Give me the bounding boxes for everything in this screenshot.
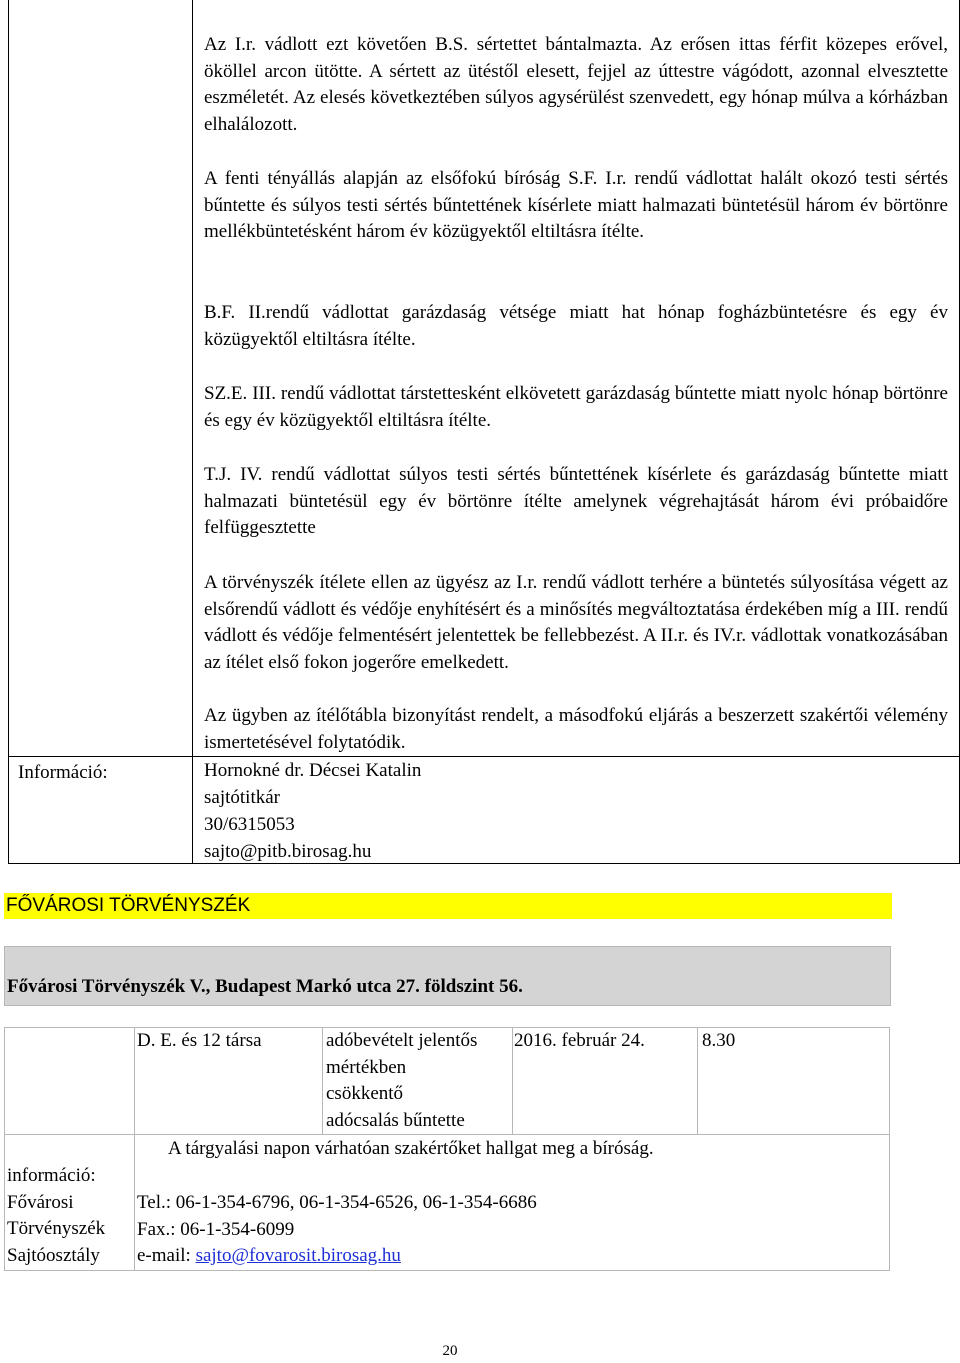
- court-banner: [4, 893, 892, 919]
- table2-col-date: [512, 1027, 513, 1135]
- contact-title: sajtótitkár: [204, 787, 280, 808]
- table2-col-time: [697, 1027, 698, 1135]
- table2-left: [4, 1027, 5, 1271]
- table2-bottom: [4, 1270, 890, 1271]
- ruling-paragraph-5: T.J. IV. rendű vádlottat súlyos testi sértés bűntettének kísérlete és garázdaság bűntette miatt halmazati büntetésül egy év börtönre ítélte amelynek végrehajtását három évi próbaidőre felfüggesztette: [204, 464, 948, 538]
- contact-name: Hornokné dr. Décsei Katalin: [204, 760, 422, 781]
- hearing-note: A tárgyalási napon várhatóan szakértőket hallgat meg a bíróság.: [168, 1138, 654, 1159]
- ruling-paragraph-3: B.F. II.rendű vádlottat garázdaság vétsége miatt hat hónap fogházbüntetésre és egy év közügyektől eltiltásra ítélte.: [204, 302, 948, 350]
- hearing-time: 8.30: [702, 1030, 736, 1051]
- press-label-line: Törvényszék: [7, 1218, 106, 1239]
- table2-col-crime: [322, 1027, 323, 1135]
- press-email-label: e-mail:: [137, 1245, 196, 1266]
- evidence-paragraph: Az ügyben az ítélőtábla bizonyítást rendelt, a másodfokú eljárás a beszerzett szakértői vélemény ismertetésével folytatódik.: [204, 705, 948, 753]
- table2-row-divider: [4, 1134, 890, 1135]
- venue-header: [4, 946, 891, 1006]
- contact-block: [204, 757, 421, 865]
- table1-border-left: [8, 0, 9, 864]
- case-crime-line: adócsalás bűntette: [326, 1109, 465, 1131]
- venue-header-text: Fővárosi Törvényszék V., Budapest Markó utca 27. földszint 56.: [7, 976, 523, 997]
- case-crime: [326, 1028, 477, 1134]
- press-email-link[interactable]: sajto@fovarosit.birosag.hu: [195, 1245, 401, 1266]
- case-crime-line: adóbevételt jelentős: [326, 1030, 478, 1051]
- table1-border-bottom: [8, 863, 960, 864]
- appeal-paragraph: A törvényszék ítélete ellen az ügyész az I.r. rendű vádlott terhére a büntetés súlyosítása végett az elsőrendű vádlott és védője enyhítésért és a minősítés megváltoztatása érdekében míg a III. rendű vádlott és védője felmentésért jelentettek be fellebbezést. A II.r. és IV.r. vádlottak vonatkozásában az ítélet első fokon jogerőre emelkedett.: [204, 572, 948, 673]
- contact-email: sajto@pitb.birosag.hu: [204, 841, 372, 862]
- press-label: [7, 1163, 105, 1269]
- ruling-paragraph-1: Az I.r. vádlott ezt követően B.S. sértettet bántalmazta. Az erősen ittas férfit közepes erővel, ököllel arcon ütötte. A sértett az ütéstől elesett, fejjel az úttestre vágódott, azonnal elvesztette eszméletét. Az elesés következtében súlyos agysérülést szenvedett, egy hónap múlva a kórházban elhalálozott.: [204, 34, 948, 135]
- hearing-date: 2016. február 24.: [514, 1030, 645, 1051]
- case-crime-line: mértékben: [326, 1056, 407, 1078]
- table1-row-divider: [8, 756, 960, 757]
- press-email-row: [137, 1243, 537, 1270]
- table1-divider: [192, 0, 193, 864]
- table2-right: [889, 1027, 890, 1271]
- press-contacts: [137, 1190, 537, 1270]
- case-crime-line: csökkentő: [326, 1083, 404, 1104]
- court-banner-label: FŐVÁROSI TÖRVÉNYSZÉK: [6, 895, 251, 916]
- press-fax: Fax.: 06-1-354-6099: [137, 1218, 295, 1240]
- press-label-line: információ:: [7, 1165, 96, 1186]
- page-number: 20: [442, 1343, 458, 1359]
- ruling-paragraph-2: A fenti tényállás alapján az elsőfokú bíróság S.F. I.r. rendű vádlottat halált okozó testi sértés bűntette és súlyos testi sértés bűntettének kísérlete miatt halmazati büntetésül három év börtönre mellékbüntetésként három év közügyektől eltiltásra ítélte.: [204, 168, 948, 242]
- ruling-paragraph-4: SZ.E. III. rendű vádlottat társtettesként elkövetett garázdaság bűntette miatt nyolc hónap börtönre és egy év közügyektől eltiltásra ítélte.: [204, 383, 948, 431]
- contact-phone: 30/6315053: [204, 814, 295, 835]
- press-label-line: Fővárosi: [7, 1191, 74, 1213]
- info-label: Információ:: [18, 762, 108, 783]
- case-name: D. E. és 12 társa: [137, 1030, 262, 1051]
- table2-col-label: [134, 1027, 135, 1271]
- press-label-line: Sajtóosztály: [7, 1244, 100, 1266]
- press-tel: Tel.: 06-1-354-6796, 06-1-354-6526, 06-1-354-6686: [137, 1192, 537, 1213]
